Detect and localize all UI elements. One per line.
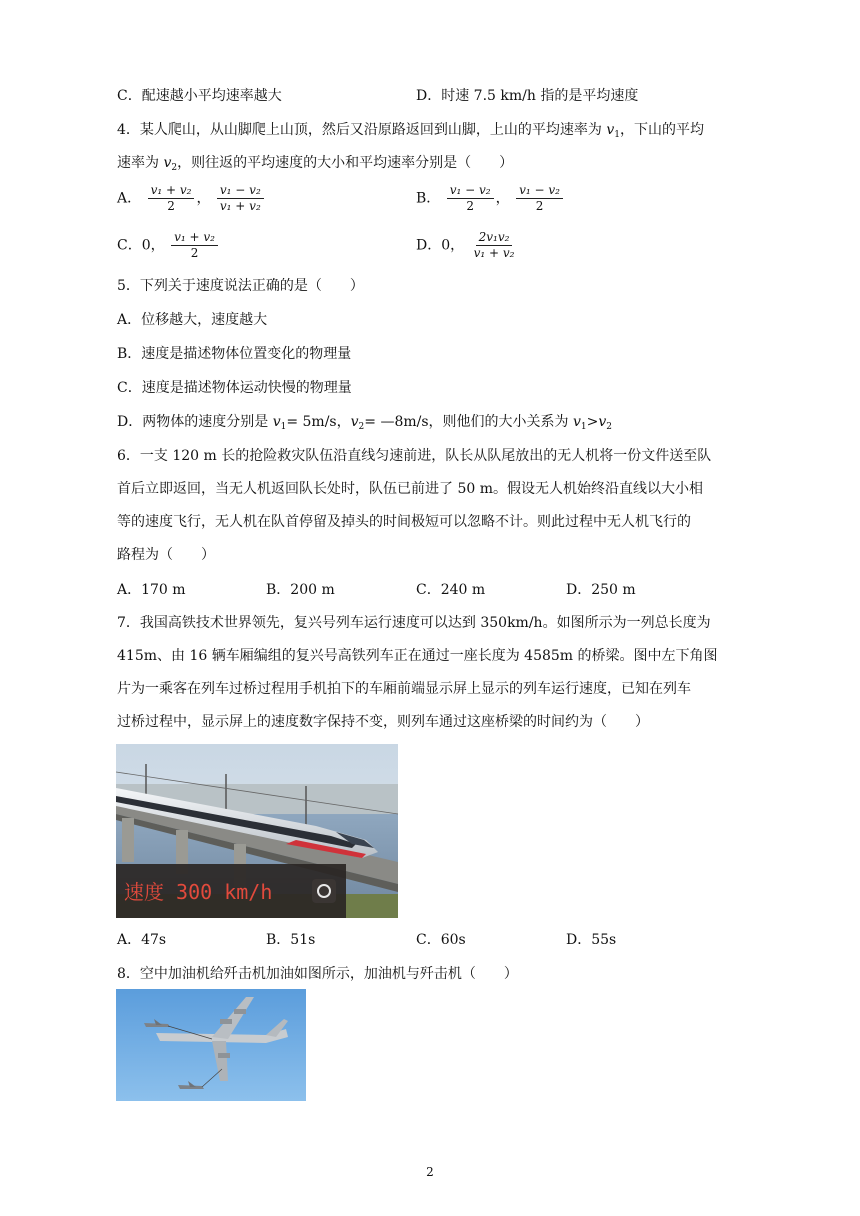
q4-option-a: A． $\frac{\text{v₁ + v₂}}{2}$ ， $\frac{\text{v₁ − v₂}}{\text{v₁ + v₂}}$ xyxy=(117,183,266,214)
fraction: $\frac{\text{v₁ + v₂}}{2}$ xyxy=(171,230,218,261)
q4-option-d: D．0， $\frac{\text{2v₁v₂}}{\text{v₁ + v₂}}$ xyxy=(416,230,519,261)
fraction: $\frac{\text{v₁ − v₂}}{2}$ xyxy=(447,183,494,214)
q7-option-a: A．47s xyxy=(117,932,167,948)
speed-display-text: 速度 300 km/h xyxy=(124,880,273,904)
q4-stem-line1: 4．某人爬山，从山脚爬上山顶，然后又沿原路返回到山脚，上山的平均速率为 $v_1$，下山的平均 xyxy=(117,122,705,140)
q6-option-b: B．200 m xyxy=(266,582,335,598)
aerial-refueling-photo xyxy=(116,989,306,1101)
q6-stem-line4: 路程为（ ） xyxy=(117,547,215,563)
q7-option-b: B．51s xyxy=(266,932,316,948)
q7-option-c: C．60s xyxy=(416,932,466,948)
train-photo xyxy=(116,744,398,918)
q7-stem-line4: 过桥过程中，显示屏上的速度数字保持不变，则列车通过这座桥梁的时间约为（ ） xyxy=(117,714,649,730)
q7-stem-line3: 片为一乘客在列车过桥过程用手机拍下的车厢前端显示屏上显示的列车运行速度，已知在列车 xyxy=(117,681,691,697)
q6-option-a: A．170 m xyxy=(117,582,186,598)
q6-stem-line1: 6．一支 120 m 长的抢险救灾队伍沿直线匀速前进，队长从队尾放出的无人机将一份文件送至队 xyxy=(117,448,712,464)
q5-option-b: B．速度是描述物体位置变化的物理量 xyxy=(117,346,352,362)
q3-option-c: C．配速越小平均速率越大 xyxy=(117,88,282,104)
q6-option-c: C．240 m xyxy=(416,582,486,598)
q6-option-d: D．250 m xyxy=(566,582,636,598)
q5-option-d: D．两物体的速度分别是 $v_1= 5m/s$，$v_2=$ —8m/s，则他们的大小关系为 $v_1>v_2$ xyxy=(117,414,613,432)
page-number: 2 xyxy=(426,1165,434,1179)
q5-stem: 5．下列关于速度说法正确的是（ ） xyxy=(117,278,364,294)
q6-stem-line2: 首后立即返回，当无人机返回队长处时，队伍已前进了 50 m。假设无人机始终沿直线以大小相 xyxy=(117,481,703,497)
fraction: $\frac{\text{v₁ − v₂}}{\text{v₁ + v₂}}$ xyxy=(217,183,264,214)
fraction: $\frac{\text{2v₁v₂}}{\text{v₁ + v₂}}$ xyxy=(473,230,515,260)
q4-stem-line2: 速率为 $v_2$，则往返的平均速度的大小和平均速率分别是（ ） xyxy=(117,155,514,173)
q7-option-d: D．55s xyxy=(566,932,617,948)
q3-option-d: D．时速 7.5 km/h 指的是平均速度 xyxy=(416,88,639,104)
q5-option-c: C．速度是描述物体运动快慢的物理量 xyxy=(117,380,352,396)
q8-stem: 8．空中加油机给歼击机加油如图所示，加油机与歼击机（ ） xyxy=(117,966,518,982)
q4-option-b: B． $\frac{\text{v₁ − v₂}}{2}$ ， $\frac{\text{v₁ − v₂}}{2}$ xyxy=(416,183,565,214)
q5-option-a: A．位移越大，速度越大 xyxy=(117,312,268,328)
q7-stem-line2: 415m、由 16 辆车厢编组的复兴号高铁列车正在通过一座长度为 4585m 的桥梁。图中左下角图 xyxy=(117,648,718,664)
q4-option-c: C．0， $\frac{\text{v₁ + v₂}}{2}$ xyxy=(117,230,220,261)
q7-stem-line1: 7．我国高铁技术世界领先，复兴号列车运行速度可以达到 350km/h。如图所示为一列总长度为 xyxy=(117,615,711,631)
fraction: $\frac{\text{v₁ − v₂}}{2}$ xyxy=(516,183,563,214)
fraction: $\frac{\text{v₁ + v₂}}{2}$ xyxy=(148,183,195,214)
q6-stem-line3: 等的速度飞行，无人机在队首停留及掉头的时间极短可以忽略不计。则此过程中无人机飞行的 xyxy=(117,514,691,530)
